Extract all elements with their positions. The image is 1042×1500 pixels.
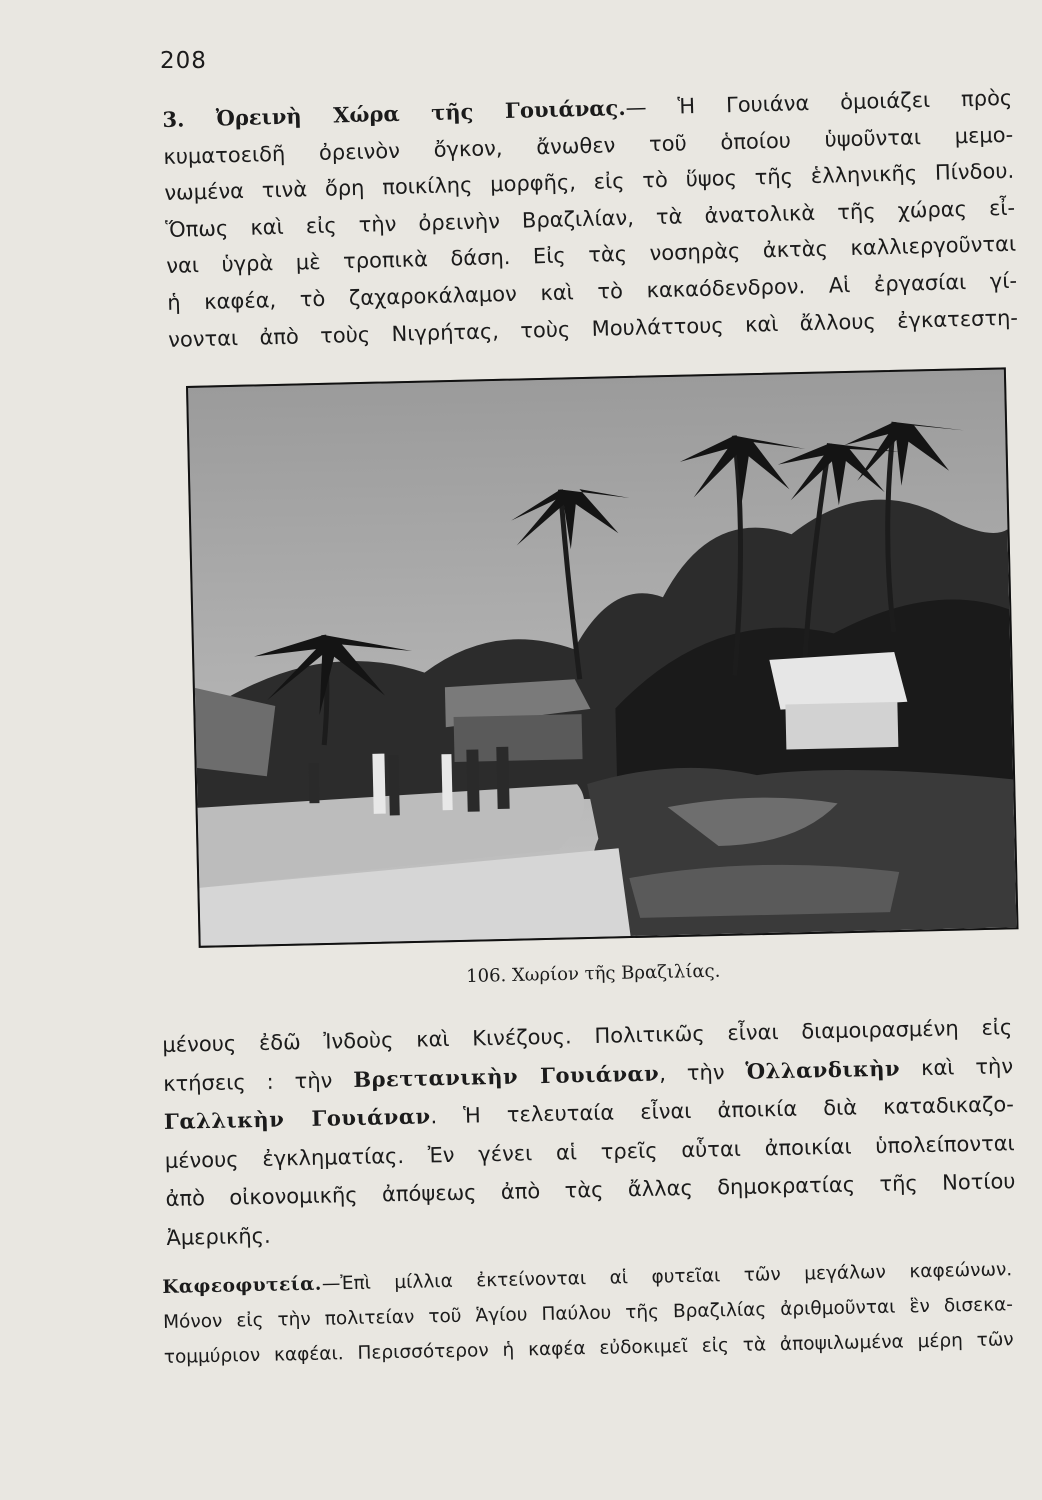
coffee-heading: Καφεοφυτεία. (162, 1273, 323, 1298)
section-guiana-highlands (162, 80, 1018, 358)
text-line: κτήσεις : τὴν Βρεττανικὴν Γουιάναν, τὴν Ὁλλανδικὴν καὶ τὴν (162, 1053, 1014, 1096)
text-line: ἡ καφέα, τὸ ζαχαροκάλαμον καὶ τὸ κακαόδενδρον. Αἱ ἐργασίαι γί- (166, 268, 1018, 315)
text-line: ἀπὸ οἰκονομικῆς ἀπόψεως ἀπὸ τὰς ἄλλας δημοκρατίας τῆς Νοτίου (165, 1169, 1016, 1211)
term-british-guiana: Βρεττανικὴν Γουιάναν (353, 1060, 660, 1092)
text-line: Ἀμερικῆς. (166, 1223, 271, 1250)
text-line: μένους ἐδῶ Ἰνδοὺς καὶ Κινέζους. Πολιτικῶς εἶναι διαμοιρασμένη εἰς (162, 1015, 1013, 1057)
section-continuation (162, 1008, 1017, 1257)
text-line: Γαλλικὴν Γουιάναν. Ἡ τελευταία εἶναι ἀποικία διὰ καταδικαζο- (163, 1092, 1015, 1134)
term-dutch: Ὁλλανδικὴν (745, 1055, 901, 1084)
text-line: Καφεοφυτεία.—Ἐπὶ μίλλια ἐκτείνονται αἱ φυτεῖαι τῶν μεγάλων καφεώνων. (162, 1259, 1013, 1298)
term-french-guiana: Γαλλικὴν Γουιάναν (163, 1103, 431, 1134)
village-photograph (186, 367, 1019, 947)
section-heading: 3. Ὀρεινὴ Χώρα τῆς Γουιάνας. (162, 94, 626, 132)
text-line: τομμύριον καφέαι. Περισσότερον ἡ καφέα εὐδοκιμεῖ εἰς τὰ ἀποψιλωμένα μέρη τῶν (163, 1329, 1014, 1368)
text-line: νωμένα τινὰ ὄρη ποικίλης μορφῆς, εἰς τὸ ὕψος τῆς ἑλληνικῆς Πίνδου. (164, 158, 1015, 206)
text-line: ναι ὑγρὰ μὲ τροπικὰ δάση. Εἰς τὰς νοσηρὰς ἀκτὰς καλλιεργοῦνται (165, 232, 1017, 279)
text-line: Μόνον εἰς τὴν πολιτείαν τοῦ Ἁγίου Παύλου τῆς Βραζιλίας ἀριθμοῦνται ἓν δισεκα- (162, 1294, 1014, 1333)
figure-caption: 106. Χωρίον τῆς Βραζιλίας. (466, 960, 721, 987)
text-line: Ὅπως καὶ εἰς τὴν ὀρεινὴν Βραζιλίαν, τὰ ἀνατολικὰ τῆς χώρας εἶ- (165, 195, 1016, 242)
page-number: 208 (160, 48, 207, 74)
text-line: μένους ἐγκληματίας. Ἐν γένει αἱ τρεῖς αὗται ἀποικίαι ὑπολείπονται (164, 1130, 1015, 1173)
coffee-plantation-note (162, 1252, 1014, 1375)
section-first-line: 3. Ὀρεινὴ Χώρα τῆς Γουιάνας.— Ἡ Γουιάνα ὁμοιάζει πρὸς (162, 85, 1013, 132)
text-line: κυματοειδῆ ὀρεινὸν ὄγκον, ἄνωθεν τοῦ ὁποίου ὑψοῦνται μεμο- (163, 122, 1014, 169)
text-line: νονται ἀπὸ τοὺς Νιγρήτας, τοὺς Μουλάττους καὶ ἄλλους ἐγκατεστη- (167, 305, 1019, 352)
